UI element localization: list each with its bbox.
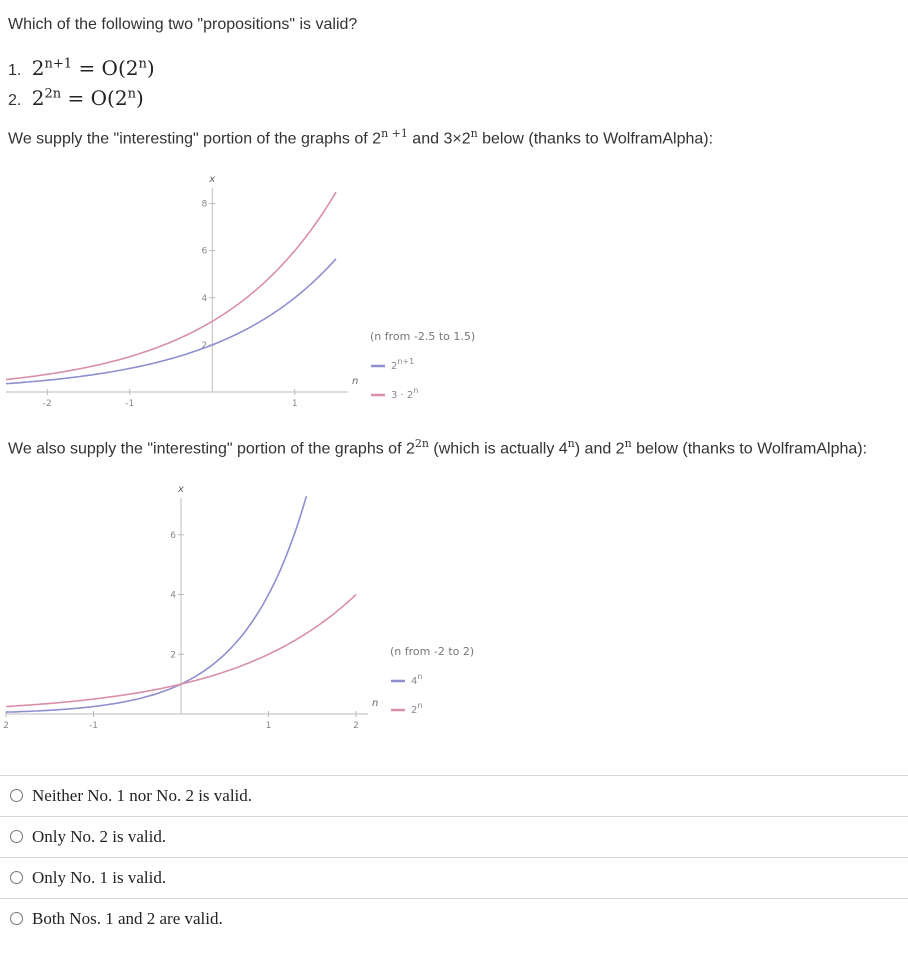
- series-line-0: [6, 259, 336, 384]
- choice-both[interactable]: [0, 898, 908, 939]
- legend-entry: $2^{n+1}$: [391, 357, 415, 372]
- proposition-number: 2.: [8, 92, 22, 109]
- radio-button[interactable]: [10, 830, 23, 843]
- radio-button[interactable]: [10, 871, 23, 884]
- proposition-number: 1.: [8, 62, 22, 79]
- chart-2n1-vs-3x2n: [0, 160, 520, 420]
- x-tick-label: 2: [353, 721, 359, 731]
- x-tick-label: 2: [3, 721, 9, 731]
- y-tick-label: 4: [170, 590, 176, 601]
- x-tick-label: 1: [291, 399, 298, 409]
- proposition-2: [8, 86, 144, 110]
- x-tick-label: -1: [125, 399, 135, 409]
- series-line-0: [6, 496, 306, 712]
- proposition-1: [8, 56, 155, 80]
- choice-label: Both Nos. 1 and 2 are valid.: [32, 909, 223, 928]
- proposition-formula: $2^{2n} = O(2^n)$: [31, 86, 144, 110]
- y-axis-label: x: [209, 174, 216, 185]
- x-axis-label: n: [372, 698, 379, 709]
- choice-label: Only No. 2 is valid.: [32, 827, 167, 846]
- y-tick-label: 6: [201, 246, 208, 257]
- y-tick-label: 4: [201, 293, 208, 304]
- graph-intro-1: We supply the "interesting" portion of the graphs of $2^{n +1}$ and $3\times 2^n$ below (thanks to WolframAlpha):: [8, 127, 714, 148]
- x-tick-label: -1: [89, 721, 98, 731]
- choice-label: Neither No. 1 nor No. 2 is valid.: [32, 786, 253, 805]
- choice-label: Only No. 1 is valid.: [32, 868, 167, 887]
- y-tick-label: 2: [170, 650, 176, 661]
- y-tick-label: 8: [201, 199, 208, 210]
- chart-4n-vs-2n: [0, 470, 520, 740]
- series-line-1: [6, 192, 336, 379]
- choice-neither[interactable]: [0, 775, 908, 816]
- answer-choices: [0, 775, 908, 939]
- question-title: Which of the following two "propositions" is valid?: [8, 16, 358, 33]
- y-tick-label: 6: [170, 530, 176, 541]
- legend-entry: 2$^n$: [411, 701, 423, 716]
- y-tick-label: 2: [201, 340, 208, 351]
- x-tick-label: -2: [42, 399, 52, 409]
- range-note: (n from -2 to 2): [390, 645, 475, 658]
- radio-button[interactable]: [10, 789, 23, 802]
- legend-entry: $3 \cdot 2^n$: [391, 386, 419, 401]
- graph-intro-2: We also supply the "interesting" portion of the graphs of $2^{2n}$ (which is actually 4$^n$) and 2$^n$ below (thanks to WolframAlpha):: [8, 437, 868, 458]
- proposition-formula: $2^{n+1} = O(2^n)$: [31, 56, 155, 80]
- choice-only-1[interactable]: [0, 857, 908, 898]
- x-axis-label: n: [352, 376, 359, 387]
- radio-button[interactable]: [10, 912, 23, 925]
- range-note: (n from -2.5 to 1.5): [370, 330, 476, 343]
- legend-entry: 4$^n$: [411, 672, 423, 687]
- choice-only-2[interactable]: [0, 816, 908, 857]
- x-tick-label: 1: [265, 721, 272, 731]
- y-axis-label: x: [178, 484, 184, 495]
